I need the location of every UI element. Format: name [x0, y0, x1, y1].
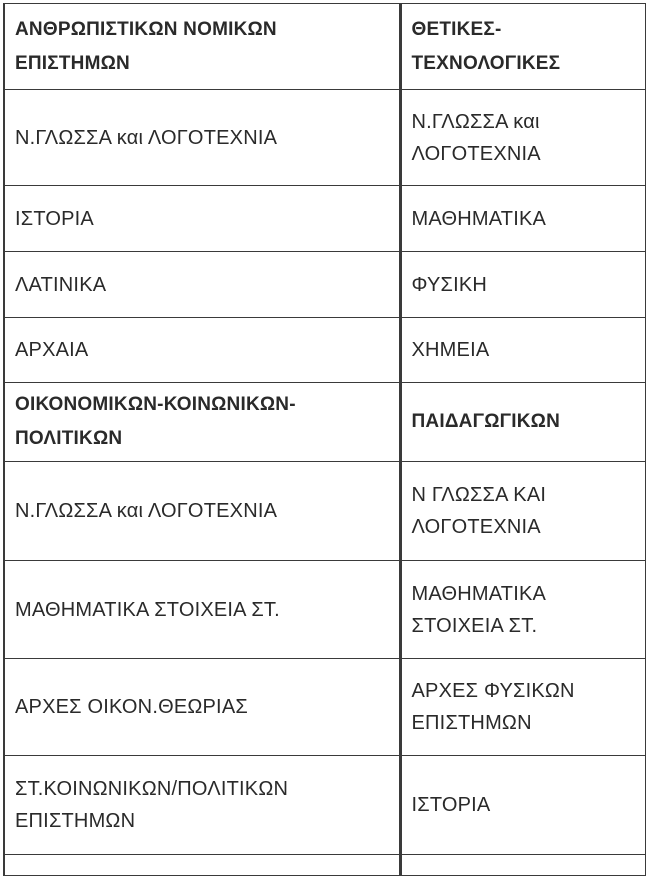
table-row: [4, 90, 645, 186]
group-title-economics: ΟΙΚΟΝΟΜΙΚΩΝ-ΚΟΙΝΩΝΙΚΩΝ-ΠΟΛΙΤΙΚΩΝ: [4, 383, 400, 462]
subject-cell: ΛΑΤΙΝΙΚΑ: [4, 252, 400, 318]
table-row: [4, 252, 645, 318]
subject-cell: ΑΡΧΕΣ ΦΥΣΙΚΩΝ ΕΠΙΣΤΗΜΩΝ: [400, 659, 645, 756]
table-row: [4, 659, 645, 756]
subjects-table: [3, 3, 646, 876]
empty-cell: [4, 855, 400, 876]
table-row: [4, 318, 645, 383]
table-row: [4, 462, 645, 561]
subject-cell: ΙΣΤΟΡΙΑ: [4, 186, 400, 252]
table-row: [4, 756, 645, 855]
subject-cell: Ν.ΓΛΩΣΣΑ και ΛΟΓΟΤΕΧΝΙΑ: [4, 462, 400, 561]
group-header-row: [4, 383, 645, 462]
table-row: [4, 855, 645, 876]
subject-cell: ΜΑΘΗΜΑΤΙΚΑ ΣΤΟΙΧΕΙΑ ΣΤ.: [4, 561, 400, 659]
empty-cell: [400, 855, 645, 876]
subject-cell: Ν.ΓΛΩΣΣΑ και ΛΟΓΟΤΕΧΝΙΑ: [4, 90, 400, 186]
table-row: [4, 561, 645, 659]
subject-cell: ΑΡΧΕΣ ΟΙΚΟΝ.ΘΕΩΡΙΑΣ: [4, 659, 400, 756]
subject-cell: Ν.ΓΛΩΣΣΑ και ΛΟΓΟΤΕΧΝΙΑ: [400, 90, 645, 186]
subject-cell: ΜΑΘΗΜΑΤΙΚΑ ΣΤΟΙΧΕΙΑ ΣΤ.: [400, 561, 645, 659]
group-title-humanities: ΑΝΘΡΩΠΙΣΤΙΚΩΝ ΝΟΜΙΚΩΝ ΕΠΙΣΤΗΜΩΝ: [4, 4, 400, 90]
subject-cell: ΣΤ.ΚΟΙΝΩΝΙΚΩΝ/ΠΟΛΙΤΙΚΩΝ ΕΠΙΣΤΗΜΩΝ: [4, 756, 400, 855]
group-title-sciences: ΘΕΤΙΚΕΣ-ΤΕΧΝΟΛΟΓΙΚΕΣ: [400, 4, 645, 90]
subject-cell: ΑΡΧΑΙΑ: [4, 318, 400, 383]
subject-cell: ΜΑΘΗΜΑΤΙΚΑ: [400, 186, 645, 252]
subject-cell: Ν ΓΛΩΣΣΑ ΚΑΙ ΛΟΓΟΤΕΧΝΙΑ: [400, 462, 645, 561]
subject-cell: ΧΗΜΕΙΑ: [400, 318, 645, 383]
group-title-pedagogical: ΠΑΙΔΑΓΩΓΙΚΩΝ: [400, 383, 645, 462]
subject-cell: ΙΣΤΟΡΙΑ: [400, 756, 645, 855]
table-row: [4, 186, 645, 252]
subject-cell: ΦΥΣΙΚΗ: [400, 252, 645, 318]
group-header-row: [4, 4, 645, 90]
